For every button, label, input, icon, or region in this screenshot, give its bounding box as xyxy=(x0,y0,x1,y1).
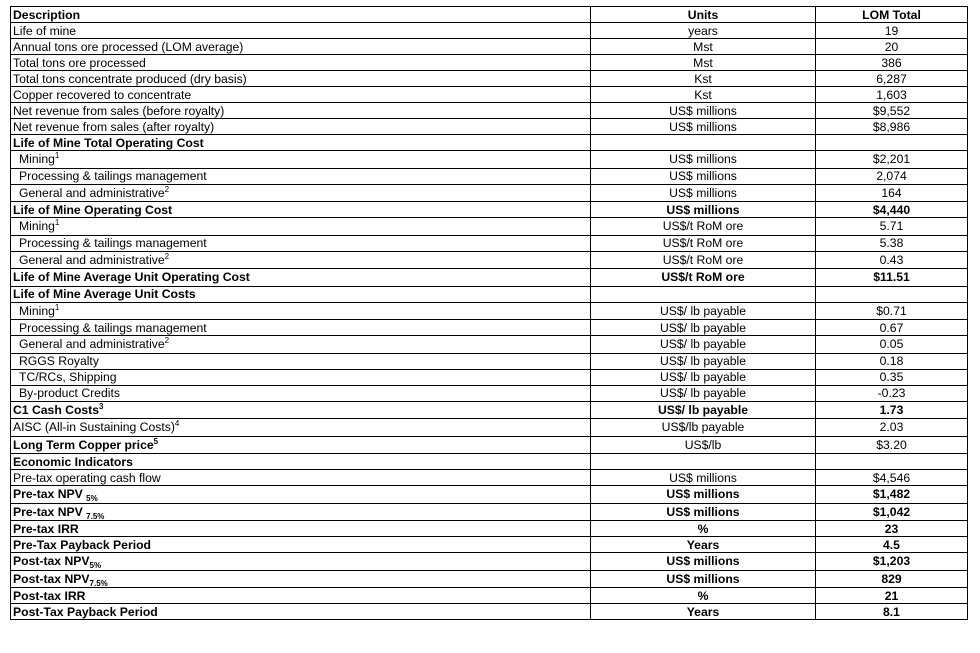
row-units: US$/ lb payable xyxy=(591,336,816,354)
row-units: Years xyxy=(591,537,816,553)
row-description-text: Processing & tailings management xyxy=(19,320,207,335)
row-description xyxy=(11,353,591,369)
row-description xyxy=(11,202,591,218)
table-row xyxy=(11,184,968,202)
table-row xyxy=(11,320,968,336)
row-description xyxy=(11,503,591,521)
row-units: Years xyxy=(591,604,816,620)
row-lom-total: 0.35 xyxy=(816,369,968,385)
row-lom-total: 829 xyxy=(816,570,968,588)
row-units: US$/t RoM ore xyxy=(591,218,816,236)
row-lom-total: 2.03 xyxy=(816,419,968,437)
row-units: % xyxy=(591,588,816,604)
row-lom-total xyxy=(816,135,968,151)
footnote-marker: 1 xyxy=(54,151,60,161)
row-description-text: TC/RCs, Shipping xyxy=(19,370,117,384)
row-description xyxy=(11,604,591,620)
table-row xyxy=(11,119,968,135)
row-description xyxy=(11,521,591,537)
table-row xyxy=(11,151,968,169)
row-lom-total: $3.20 xyxy=(816,436,968,454)
table-row xyxy=(11,55,968,71)
row-description xyxy=(11,454,591,470)
footnote-marker: 5 xyxy=(153,436,159,446)
row-lom-total: 19 xyxy=(816,23,968,39)
row-units: US$/t RoM ore xyxy=(591,269,816,287)
table-row xyxy=(11,604,968,620)
row-lom-total: 6,287 xyxy=(816,71,968,87)
row-description-text: Pre-tax IRR xyxy=(13,521,79,536)
row-description xyxy=(11,87,591,103)
footnote-marker: 2 xyxy=(164,251,170,261)
row-description-text: Pre-Tax Payback Period xyxy=(13,537,151,552)
row-units: US$/ lb payable xyxy=(591,369,816,385)
discount-rate-subscript: 7.5% xyxy=(89,578,108,588)
row-lom-total: 4.5 xyxy=(816,537,968,553)
row-units: US$ millions xyxy=(591,184,816,202)
table-row xyxy=(11,486,968,504)
row-lom-total: 8.1 xyxy=(816,604,968,620)
row-units: US$/t RoM ore xyxy=(591,235,816,251)
row-description-text: Pre-tax operating cash flow xyxy=(13,470,161,485)
row-description xyxy=(11,251,591,269)
table-row xyxy=(11,470,968,486)
row-description-text: Long Term Copper price xyxy=(13,437,154,452)
lom-summary-table xyxy=(10,6,968,620)
header-description: Description xyxy=(11,7,591,23)
row-description-text: Copper recovered to concentrate xyxy=(13,87,192,102)
row-description-text: Life of Mine Average Unit Costs xyxy=(13,287,196,301)
row-lom-total: $4,546 xyxy=(816,470,968,486)
row-description xyxy=(11,401,591,419)
row-lom-total: 5.38 xyxy=(816,235,968,251)
row-description-text: Net revenue from sales (after royalty) xyxy=(13,119,215,134)
row-description xyxy=(11,218,591,236)
footnote-marker: 3 xyxy=(99,401,104,411)
row-units: US$ millions xyxy=(591,103,816,119)
footnote-marker: 2 xyxy=(164,184,170,194)
row-units: US$ millions xyxy=(591,470,816,486)
row-units: US$/ lb payable xyxy=(591,385,816,401)
row-description-text: Post-tax NPV xyxy=(13,554,90,569)
row-units: US$ millions xyxy=(591,486,816,504)
table-row xyxy=(11,218,968,236)
table-row xyxy=(11,553,968,571)
row-units: US$/ lb payable xyxy=(591,353,816,369)
row-lom-total: $4,440 xyxy=(816,202,968,218)
row-lom-total: $1,042 xyxy=(816,503,968,521)
row-description xyxy=(11,470,591,486)
table-row xyxy=(11,23,968,39)
row-units xyxy=(591,454,816,470)
row-units: Mst xyxy=(591,55,816,71)
row-units: US$/ lb payable xyxy=(591,302,816,320)
row-description xyxy=(11,135,591,151)
footnote-marker: 1 xyxy=(54,218,60,228)
row-lom-total: 0.05 xyxy=(816,336,968,354)
row-lom-total: 0.43 xyxy=(816,251,968,269)
row-units: US$ millions xyxy=(591,151,816,169)
row-description-text: Pre-tax NPV xyxy=(13,504,87,519)
table-row xyxy=(11,353,968,369)
table-row xyxy=(11,369,968,385)
row-lom-total: 21 xyxy=(816,588,968,604)
row-units: US$/ lb payable xyxy=(591,320,816,336)
row-description xyxy=(11,436,591,454)
row-units: US$/lb payable xyxy=(591,419,816,437)
row-lom-total: $2,201 xyxy=(816,151,968,169)
row-description xyxy=(11,336,591,354)
row-description-text: Mining xyxy=(19,303,55,318)
table-body xyxy=(11,23,968,620)
row-description xyxy=(11,537,591,553)
lom-summary-table-container xyxy=(10,6,967,620)
row-description-text: Post-tax NPV xyxy=(13,571,90,586)
table-row xyxy=(11,251,968,269)
row-description xyxy=(11,184,591,202)
row-lom-total: $8,986 xyxy=(816,119,968,135)
row-description xyxy=(11,369,591,385)
row-units: Kst xyxy=(591,87,816,103)
table-row xyxy=(11,103,968,119)
row-lom-total: $11.51 xyxy=(816,269,968,287)
discount-rate-subscript: 7.5% xyxy=(86,511,105,521)
row-description xyxy=(11,23,591,39)
table-row xyxy=(11,202,968,218)
row-units: US$ millions xyxy=(591,168,816,184)
row-description xyxy=(11,385,591,401)
table-row xyxy=(11,302,968,320)
row-lom-total: 1,603 xyxy=(816,87,968,103)
row-description-text: General and administrative xyxy=(19,185,165,200)
row-lom-total: 386 xyxy=(816,55,968,71)
row-description-text: Net revenue from sales (before royalty) xyxy=(13,103,225,118)
row-description xyxy=(11,151,591,169)
row-units: Kst xyxy=(591,71,816,87)
row-description xyxy=(11,286,591,302)
row-lom-total: $0.71 xyxy=(816,302,968,320)
footnote-marker: 2 xyxy=(164,336,170,346)
discount-rate-subscript: 5% xyxy=(86,494,98,503)
row-description xyxy=(11,553,591,571)
row-description-text: By-product Credits xyxy=(19,386,120,400)
table-row xyxy=(11,521,968,537)
row-description-text: Post-Tax Payback Period xyxy=(13,604,158,619)
row-lom-total: $1,203 xyxy=(816,553,968,571)
row-description-text: General and administrative xyxy=(19,252,165,267)
row-description-text: Processing & tailings management xyxy=(19,169,207,183)
row-description xyxy=(11,486,591,504)
table-row xyxy=(11,570,968,588)
table-row xyxy=(11,168,968,184)
row-lom-total: $1,482 xyxy=(816,486,968,504)
row-description xyxy=(11,103,591,119)
row-units: US$/ lb payable xyxy=(591,401,816,419)
row-description xyxy=(11,235,591,251)
row-lom-total xyxy=(816,286,968,302)
row-description-text: AISC (All-in Sustaining Costs) xyxy=(13,420,175,435)
table-row xyxy=(11,286,968,302)
row-units: US$ millions xyxy=(591,119,816,135)
row-units: US$ millions xyxy=(591,202,816,218)
row-description-text: C1 Cash Costs xyxy=(13,402,100,417)
row-description-text: RGGS Royalty xyxy=(19,354,99,368)
row-description xyxy=(11,55,591,71)
table-row xyxy=(11,336,968,354)
row-description-text: Life of Mine Total Operating Cost xyxy=(13,135,204,150)
row-lom-total: 2,074 xyxy=(816,168,968,184)
row-units: US$/t RoM ore xyxy=(591,251,816,269)
row-units: Mst xyxy=(591,39,816,55)
row-units: years xyxy=(591,23,816,39)
row-description xyxy=(11,269,591,287)
table-row xyxy=(11,401,968,419)
row-description-text: Economic Indicators xyxy=(13,454,133,469)
row-description xyxy=(11,302,591,320)
table-row xyxy=(11,503,968,521)
row-description xyxy=(11,71,591,87)
table-row xyxy=(11,39,968,55)
row-description xyxy=(11,570,591,588)
row-lom-total: 23 xyxy=(816,521,968,537)
table-row xyxy=(11,454,968,470)
row-units: US$/lb xyxy=(591,436,816,454)
row-units: % xyxy=(591,521,816,537)
table-row xyxy=(11,537,968,553)
row-description xyxy=(11,39,591,55)
row-description-text: Processing & tailings management xyxy=(19,236,207,250)
row-lom-total: 1.73 xyxy=(816,401,968,419)
table-row xyxy=(11,588,968,604)
row-units: US$ millions xyxy=(591,570,816,588)
row-description xyxy=(11,320,591,336)
header-units: Units xyxy=(591,7,816,23)
row-lom-total: $9,552 xyxy=(816,103,968,119)
row-lom-total: 0.18 xyxy=(816,353,968,369)
row-description xyxy=(11,168,591,184)
row-lom-total: 164 xyxy=(816,184,968,202)
table-row xyxy=(11,269,968,287)
row-description-text: Pre-tax NPV xyxy=(13,487,87,502)
row-description-text: Mining xyxy=(19,152,55,167)
row-units: US$ millions xyxy=(591,503,816,521)
header-lom-total: LOM Total xyxy=(816,7,968,23)
table-row xyxy=(11,71,968,87)
row-description-text: Total tons concentrate produced (dry basis) xyxy=(13,71,247,86)
row-description-text: Post-tax IRR xyxy=(13,588,86,603)
row-description-text: Life of mine xyxy=(13,23,77,38)
footnote-marker: 4 xyxy=(174,419,180,429)
row-description xyxy=(11,119,591,135)
row-description-text: Annual tons ore processed (LOM average) xyxy=(13,39,244,54)
row-units xyxy=(591,286,816,302)
table-row xyxy=(11,419,968,437)
table-row xyxy=(11,235,968,251)
table-row xyxy=(11,135,968,151)
row-description-text: Life of Mine Operating Cost xyxy=(13,202,173,217)
row-description-text: Total tons ore processed xyxy=(13,55,146,70)
row-description-text: General and administrative xyxy=(19,337,165,352)
row-description-text: Mining xyxy=(19,219,55,234)
row-lom-total: 5.71 xyxy=(816,218,968,236)
row-units xyxy=(591,135,816,151)
row-description xyxy=(11,588,591,604)
row-description xyxy=(11,419,591,437)
table-row xyxy=(11,436,968,454)
discount-rate-subscript: 5% xyxy=(89,561,102,570)
row-lom-total xyxy=(816,454,968,470)
table-row xyxy=(11,385,968,401)
row-lom-total: 0.67 xyxy=(816,320,968,336)
row-description-text: Life of Mine Average Unit Operating Cost xyxy=(13,270,250,285)
footnote-marker: 1 xyxy=(54,302,60,312)
table-row xyxy=(11,87,968,103)
row-lom-total: 20 xyxy=(816,39,968,55)
row-lom-total: -0.23 xyxy=(816,385,968,401)
header-row xyxy=(11,7,968,23)
row-units: US$ millions xyxy=(591,553,816,571)
